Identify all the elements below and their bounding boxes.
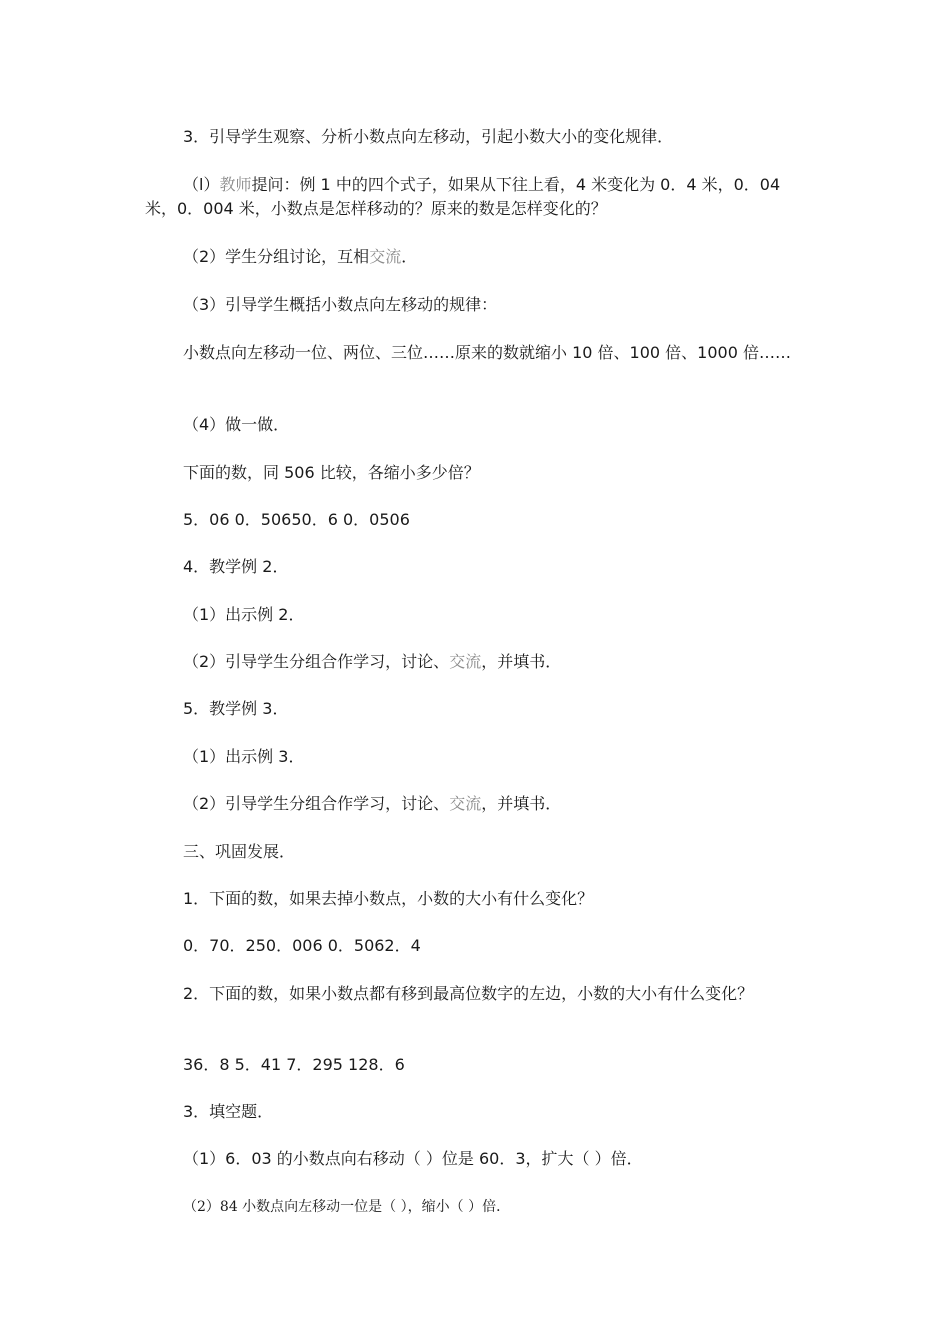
paragraph-cooperative-1 — [145, 650, 810, 674]
paragraph-example2: 4．教学例 2． — [183, 557, 289, 576]
paragraph-fill-1: （1）6．03 的小数点向右移动（ ）位是 60．3，扩大（ ）倍． — [183, 1149, 643, 1168]
text-segment: ． — [401, 247, 418, 266]
gray-term-exchange: 交流 — [369, 247, 402, 266]
section-heading-consolidate: 三、巩固发展． — [183, 842, 296, 861]
paragraph-show-example2: （1）出示例 2． — [183, 605, 305, 624]
text-segment: ，并填书． — [481, 794, 562, 813]
paragraph-numbers-3: 36．8 5．41 7．295 128．6 — [183, 1055, 405, 1074]
paragraph-cooperative-2 — [145, 792, 810, 816]
paragraph-example3: 5．教学例 3． — [183, 699, 289, 718]
gray-term-teacher: 教师 — [219, 175, 252, 194]
paragraph-group-discussion — [145, 245, 810, 269]
paragraph-rule: 小数点向左移动一位、两位、三位……原来的数就缩小 10 倍、100 倍、1000 倍…… — [183, 343, 791, 362]
paragraph-numbers-2: 0．70．250．006 0．5062．4 — [183, 936, 421, 955]
paragraph-show-example3: （1）出示例 3． — [183, 747, 305, 766]
question-text: 提问：例 1 中的四个式子，如果从下往上看，4 米变化为 0．4 米，0．04 米，0．004 米，小数点是怎样移动的？原来的数是怎样变化的？ — [145, 175, 781, 218]
text-segment: ，并填书． — [481, 652, 562, 671]
text-segment: （2）学生分组讨论，互相 — [183, 247, 370, 266]
paragraph-teacher-question — [145, 173, 810, 221]
paragraph-exercise2: 2．下面的数，如果小数点都有移到最高位数字的左边，小数的大小有什么变化？ — [183, 984, 754, 1003]
paragraph-exercise1: 1．下面的数，如果去掉小数点，小数的大小有什么变化？ — [183, 889, 594, 908]
paragraph-practice: （4）做一做． — [183, 415, 290, 434]
paragraph-compare-question: 下面的数，同 506 比较，各缩小多少倍？ — [183, 463, 480, 482]
paragraph-fill-blanks: 3．填空题． — [183, 1102, 274, 1121]
paragraph-fill-2: （2）84 小数点向左移动一位是（ ），缩小（ ）倍． — [183, 1199, 511, 1215]
text-segment: （2）引导学生分组合作学习，讨论、 — [183, 652, 450, 671]
gray-term-exchange: 交流 — [449, 794, 482, 813]
text-segment: （2）引导学生分组合作学习，讨论、 — [183, 794, 450, 813]
paragraph-numbers-1: 5．06 0．50650．6 0．0506 — [183, 510, 410, 529]
paragraph-summarize-rule: （3）引导学生概括小数点向左移动的规律： — [183, 295, 498, 314]
item-number: （l） — [183, 175, 220, 194]
gray-term-exchange: 交流 — [449, 652, 482, 671]
paragraph-step3: 3．引导学生观察、分析小数点向左移动，引起小数大小的变化规律． — [183, 127, 674, 146]
